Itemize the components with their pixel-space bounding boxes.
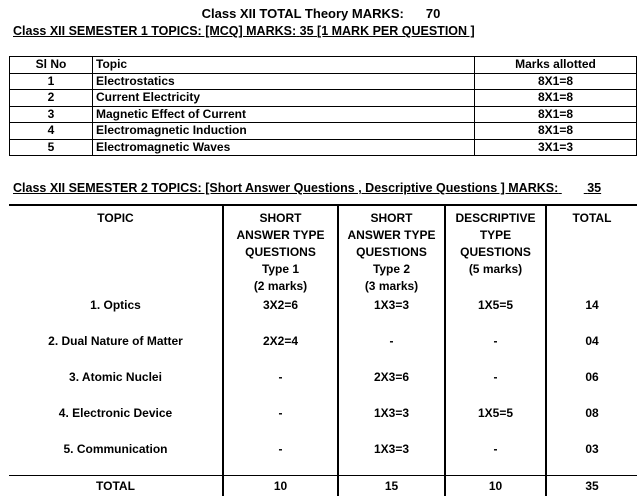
cell-short2: 2X3=6 (338, 367, 445, 403)
cell-total: 04 (546, 331, 637, 367)
semester1-heading-text: Class XII SEMESTER 1 TOPICS: [MCQ] MARKS: (13, 24, 296, 38)
semester1-table (9, 56, 637, 156)
cell-descriptive: - (445, 367, 546, 403)
cell-short2: 15 (338, 476, 445, 496)
header-line: ANSWER TYPE (224, 227, 337, 244)
cell-short1: - (223, 367, 338, 403)
column-header-marks: Marks allotted (475, 57, 637, 74)
header-line: Type 1 (224, 261, 337, 278)
semester1-marks: 35 (300, 24, 314, 38)
table-row (10, 139, 637, 156)
semester2-heading-text: Class XII SEMESTER 2 TOPICS: [Short Answer Questions , Descriptive Questions ] MARKS: (13, 181, 558, 195)
title-marks: 70 (426, 6, 440, 21)
header-line: (5 marks) (446, 261, 545, 278)
header-line: DESCRIPTIVE (446, 210, 545, 227)
cell-marks: 8X1=8 (475, 123, 637, 140)
table-row (9, 403, 637, 439)
cell-short1: - (223, 439, 338, 476)
header-line: (3 marks) (339, 278, 444, 295)
cell-short2: 1X3=3 (338, 295, 445, 331)
header-line: QUESTIONS (224, 244, 337, 261)
column-header-total: TOTAL (546, 205, 637, 295)
cell-marks: 3X1=3 (475, 139, 637, 156)
cell-total: 03 (546, 439, 637, 476)
header-line: ANSWER TYPE (339, 227, 444, 244)
semester1-note: [1 MARK PER QUESTION ] (317, 24, 475, 38)
title-label: Class XII TOTAL Theory MARKS: (202, 6, 404, 21)
cell-descriptive: - (445, 439, 546, 476)
column-header-slno: Sl No (10, 57, 93, 74)
cell-slno: 5 (10, 139, 93, 156)
cell-marks: 8X1=8 (475, 73, 637, 90)
semester2-heading (13, 181, 601, 195)
table-header-row (9, 205, 637, 295)
semester2-table (9, 204, 637, 496)
cell-short2: 1X3=3 (338, 403, 445, 439)
header-line: Type 2 (339, 261, 444, 278)
header-line: SHORT (339, 210, 444, 227)
cell-total: 35 (546, 476, 637, 496)
cell-short2: - (338, 331, 445, 367)
table-row (9, 439, 637, 476)
header-line: TYPE (446, 227, 545, 244)
header-line: QUESTIONS (339, 244, 444, 261)
table-row (10, 106, 637, 123)
cell-topic: TOTAL (9, 476, 223, 496)
cell-descriptive: 10 (445, 476, 546, 496)
table-row (10, 73, 637, 90)
cell-marks: 8X1=8 (475, 106, 637, 123)
cell-topic: Electromagnetic Waves (93, 139, 475, 156)
cell-total: 08 (546, 403, 637, 439)
cell-total: 14 (546, 295, 637, 331)
semester1-heading (13, 24, 475, 38)
cell-short1: 2X2=4 (223, 331, 338, 367)
column-header-descriptive (445, 205, 546, 295)
table-row (10, 123, 637, 140)
semester2-marks: 35 (587, 181, 601, 195)
header-line: SHORT (224, 210, 337, 227)
header-line: QUESTIONS (446, 244, 545, 261)
table-row (10, 90, 637, 107)
cell-short1: 3X2=6 (223, 295, 338, 331)
cell-short2: 1X3=3 (338, 439, 445, 476)
cell-slno: 1 (10, 73, 93, 90)
cell-topic: 2. Dual Nature of Matter (9, 331, 223, 367)
cell-topic: Electromagnetic Induction (93, 123, 475, 140)
column-header-topic: TOPIC (9, 205, 223, 295)
page-title (0, 6, 642, 21)
table-header-row (10, 57, 637, 74)
cell-descriptive: - (445, 331, 546, 367)
header-line: (2 marks) (224, 278, 337, 295)
table-row (9, 331, 637, 367)
column-header-short1 (223, 205, 338, 295)
cell-topic: 1. Optics (9, 295, 223, 331)
column-header-topic: Topic (93, 57, 475, 74)
cell-topic: Electrostatics (93, 73, 475, 90)
table-row (9, 367, 637, 403)
column-header-short2 (338, 205, 445, 295)
cell-total: 06 (546, 367, 637, 403)
cell-topic: 5. Communication (9, 439, 223, 476)
cell-topic: Magnetic Effect of Current (93, 106, 475, 123)
cell-topic: 4. Electronic Device (9, 403, 223, 439)
cell-short1: - (223, 403, 338, 439)
cell-short1: 10 (223, 476, 338, 496)
cell-topic: Current Electricity (93, 90, 475, 107)
cell-slno: 4 (10, 123, 93, 140)
cell-descriptive: 1X5=5 (445, 403, 546, 439)
cell-topic: 3. Atomic Nuclei (9, 367, 223, 403)
table-row (9, 295, 637, 331)
cell-descriptive: 1X5=5 (445, 295, 546, 331)
cell-slno: 2 (10, 90, 93, 107)
cell-marks: 8X1=8 (475, 90, 637, 107)
cell-slno: 3 (10, 106, 93, 123)
total-row (9, 476, 637, 496)
